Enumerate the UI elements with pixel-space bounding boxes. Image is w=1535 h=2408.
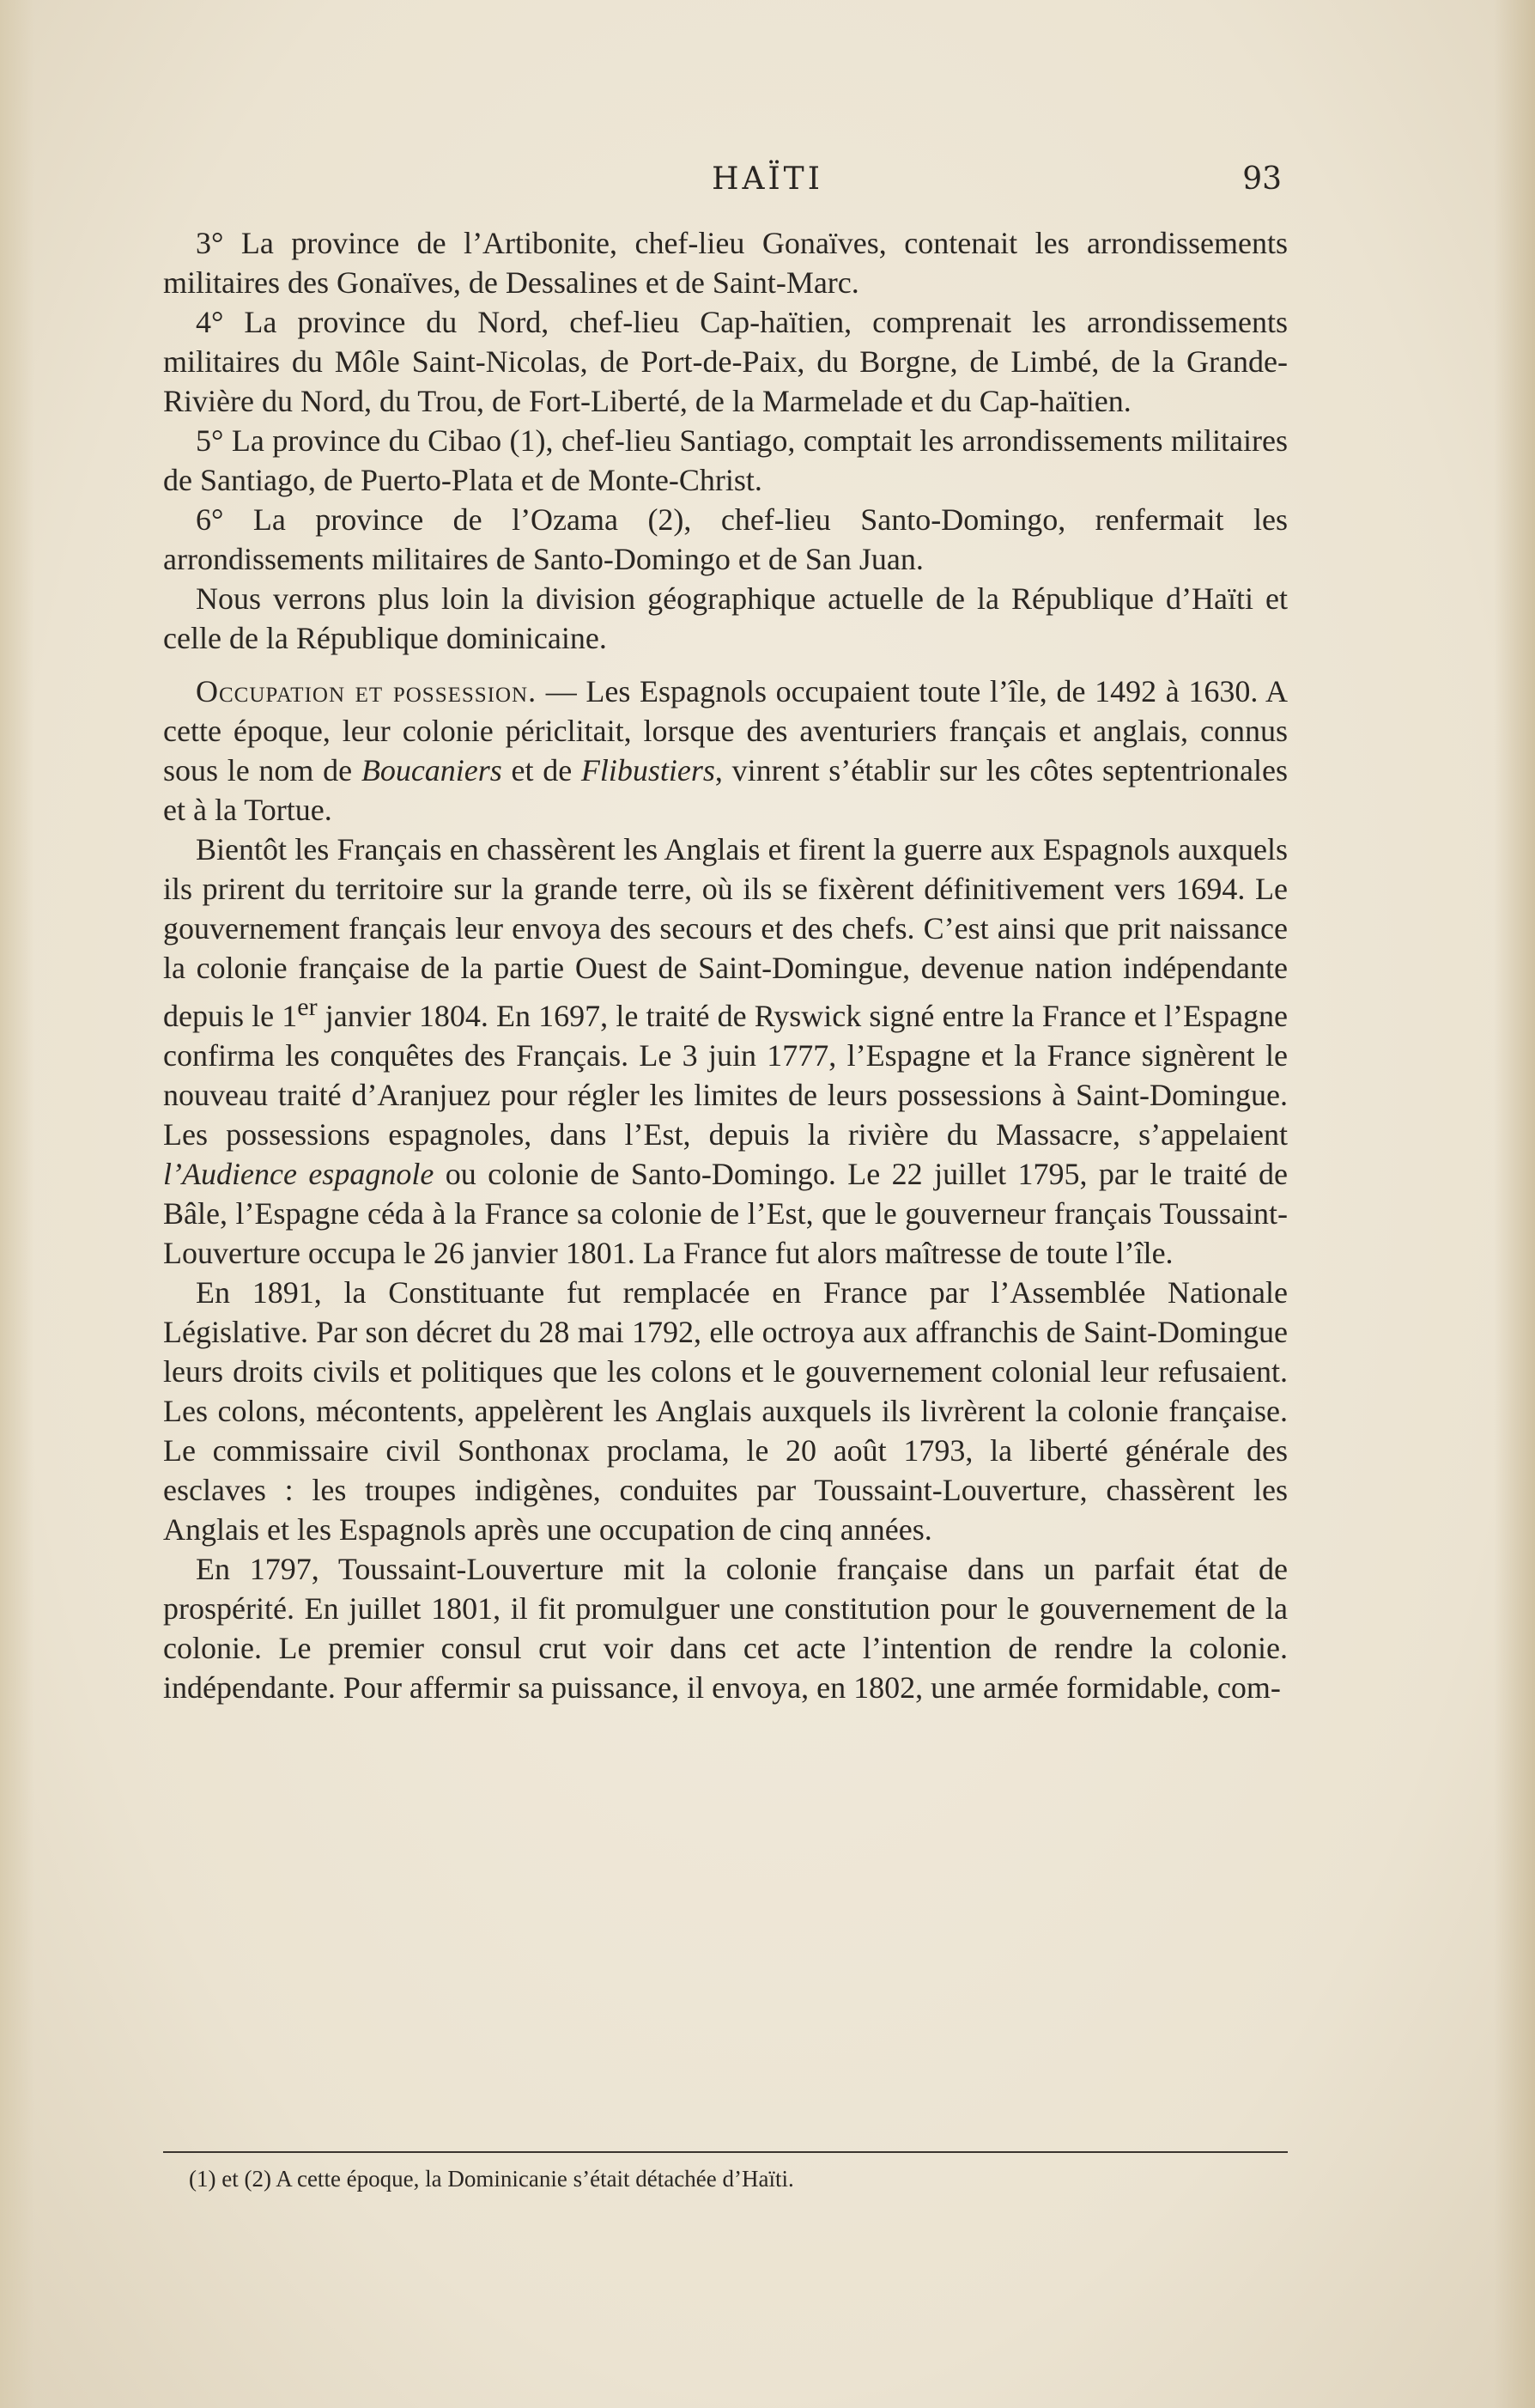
text-span: , vinrent s’établir sur les côtes septentrionales et à la Tortue. <box>163 753 1288 827</box>
text-span: Bientôt les Français en chassèrent les Anglais et firent la guerre aux Espagnols auxquels ils prirent du territoire sur la grande terre, où ils se fixèrent définitivement vers 1694. Le gouvernement français leur envoya des secours et des chefs. C’est ainsi que prit naissance la colonie française de la partie Ouest de Saint-Domingue, devenue nation indépendante depuis le 1 <box>163 832 1288 1033</box>
paragraph-nord: 4° La province du Nord, chef-lieu Cap-haïtien, comprenait les arrondissements militaires du Môle Saint-Nicolas, de Port-de-Paix, du Borgne, de Limbé, de la Grande-Rivière du Nord, du Trou, de Fort-Liberté, de la Marmelade et du Cap-haïtien. <box>163 305 1288 418</box>
footnote-rule <box>163 2151 1288 2153</box>
main-text <box>163 223 1288 1707</box>
italic-term: Flibustiers <box>580 753 715 787</box>
page-edge-right <box>1494 0 1535 2408</box>
paragraph-1891: En 1891, la Constituante fut remplacée en France par l’Assemblée Nationale Législative. Par son décret du 28 mai 1792, elle octroya aux affranchis de Saint-Domingue leurs droits civils et politiques que les colons et le gouvernement colonial leur refusaient. Les colons, mécontents, appelèrent les Anglais auxquels ils livrèrent la colonie française. Le commissaire civil Sonthonax proclama, le 20 août 1793, la liberté générale des esclaves : les troupes indigènes, conduites par Toussaint-Louverture, chassèrent les Anglais et les Espagnols après une occupation de cinq années. <box>163 1275 1288 1547</box>
page-number: 93 <box>1242 161 1282 197</box>
paragraph-occupation <box>163 672 1288 830</box>
text-span: janvier 1804. En 1697, le traité de Ryswick signé entre la France et l’Espagne confirma les conquêtes des Français. Le 3 juin 1777, l’Espagne et la France signèrent le nouveau traité d’Aranjuez pour régler les limites de leurs possessions à Saint-Domingue. Les possessions espagnoles, dans l’Est, depuis la rivière du Massacre, s’appelaient <box>163 999 1288 1152</box>
paragraph-ozama: 6° La province de l’Ozama (2), chef-lieu Santo-Domingo, renfermait les arrondissements militaires de Santo-Domingo et de San Juan. <box>163 502 1288 576</box>
text-span: ou colonie de Santo-Domingo. Le 22 juillet 1795, par le traité de Bâle, l’Espagne céda à la France sa colonie de l’Est, que le gouverneur français Toussaint-Louverture occupa le 26 janvier 1801. La France fut alors maîtresse de toute l’île. <box>163 1157 1289 1270</box>
paragraph-division: Nous verrons plus loin la division géographique actuelle de la République d’Haïti et celle de la République dominicaine. <box>163 581 1288 655</box>
page-edge-left <box>0 0 34 2408</box>
paragraph-artibonite: 3° La province de l’Artibonite, chef-lieu Gonaïves, contenait les arrondissements militaires des Gonaïves, de Dessalines et de Saint-Marc. <box>163 226 1288 300</box>
running-title: HAÏTI <box>712 161 823 197</box>
section-heading: Occupation et possession. <box>196 674 537 708</box>
italic-term: l’Audience espagnole <box>163 1157 434 1191</box>
text-span: et de <box>501 753 581 787</box>
text-span: — Les Espagnols occupaient toute l’île, de 1492 à 1630. A cette époque, leur colonie périclitait, lorsque des aventuriers français et anglais, connus sous le nom de <box>163 674 1288 787</box>
paragraph-1797: En 1797, Toussaint-Louverture mit la colonie française dans un parfait état de prospérité. En juillet 1801, il fit promulguer une constitution pour le gouvernement de la colonie. Le premier consul crut voir dans cet acte l’intention de rendre la colonie. indépendante. Pour affermir sa puissance, il envoya, en 1802, une armée formidable, com- <box>163 1552 1288 1705</box>
paragraph-bientot <box>163 830 1288 1273</box>
paragraph-cibao: 5° La province du Cibao (1), chef-lieu Santiago, comptait les arrondissements militaires de Santiago, de Puerto-Plata et de Monte-Christ. <box>163 423 1288 497</box>
footnote: (1) et (2) A cette époque, la Dominicanie s’était détachée d’Haïti. <box>189 2166 794 2192</box>
italic-term: Boucaniers <box>361 753 502 787</box>
superscript: er <box>297 993 318 1021</box>
